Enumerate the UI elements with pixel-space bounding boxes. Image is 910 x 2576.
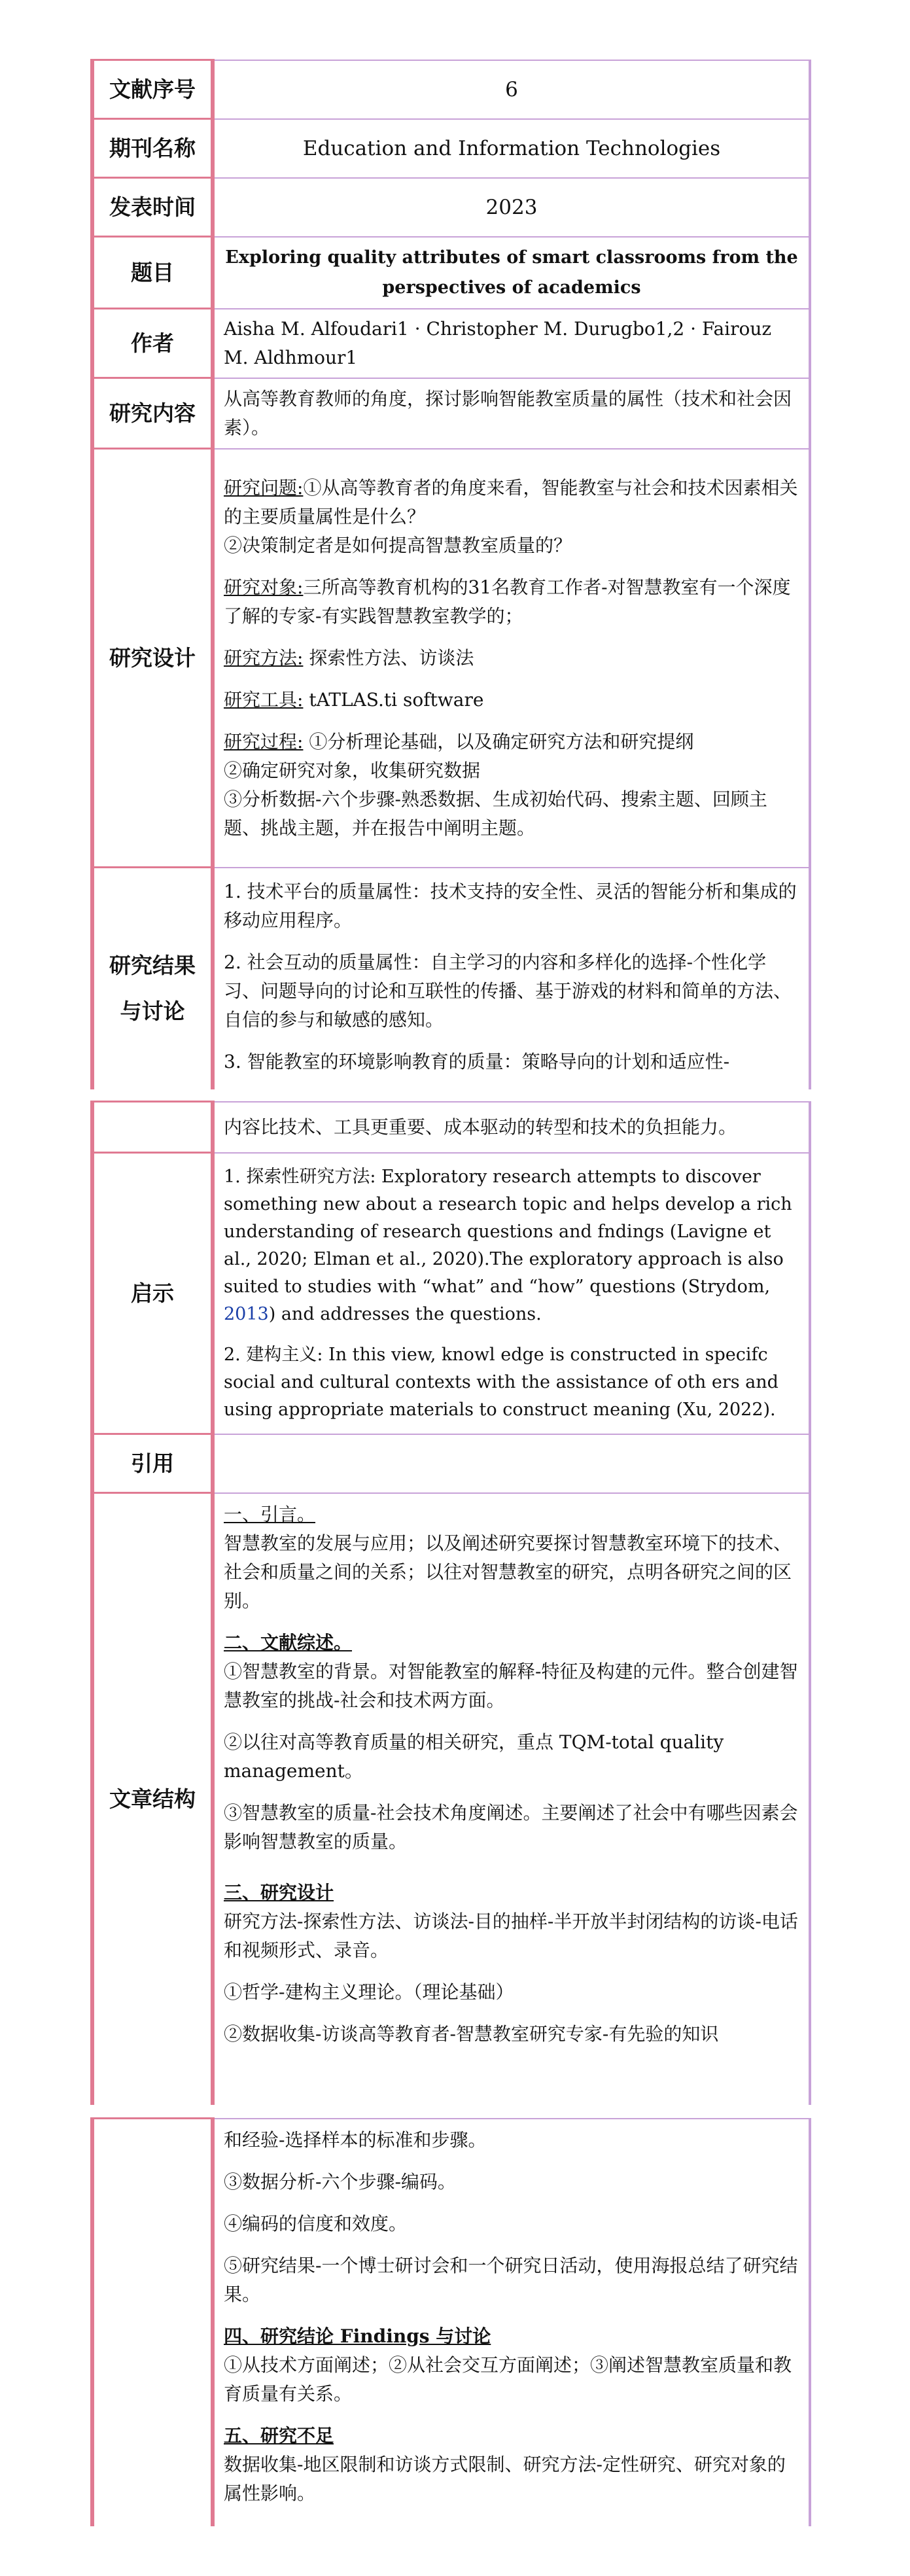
section-3-para-3: ②数据收集-访谈高等教育者-智慧教室研究专家-有先验的知识 xyxy=(224,2022,719,2045)
results-cont-value: 内容比技术、工具更重要、成本驱动的转型和技术的负担能力。 xyxy=(213,1102,810,1153)
doc-no-value: 6 xyxy=(213,60,810,119)
table-segment-1 xyxy=(90,59,811,1089)
result-item: 3. 智能教室的环境影响教育的质量：策略导向的计划和适应性- xyxy=(224,1050,730,1072)
table-segment-3 xyxy=(90,2117,811,2526)
journal-value: Education and Information Technologies xyxy=(213,119,810,178)
section-5-text: 数据收集-地区限制和访谈方式限制、研究方法-定性研究、研究对象的属性影响。 xyxy=(224,2453,786,2504)
insight-1-text-b: ) and addresses the questions. xyxy=(268,1303,542,1324)
section-2-para-2: ②以往对高等教育质量的相关研究，重点 TQM-total quality management。 xyxy=(224,1731,724,1782)
process-text: ①分析理论基础，以及确定研究方法和研究提纲 xyxy=(303,730,694,752)
year-value: 2023 xyxy=(213,178,810,237)
authors-value: Aisha M. Alfoudari1 · Christopher M. Durugbo1,2 · Fairouz M. Aldhmour1 xyxy=(213,309,810,378)
paper-title: Exploring quality attributes of smart classrooms from the perspectives of academics xyxy=(213,237,810,309)
tool-heading: 研究工具: xyxy=(224,688,304,711)
question-text: ①从高等教育者的角度来看，智能教室与社会和技术因素相关的主要质量属性是什么？ xyxy=(224,476,798,527)
object-text: 三所高等教育机构的31名教育工作者-对智慧教室有一个深度了解的专家-有实践智慧教室教学的； xyxy=(224,576,791,627)
row-year xyxy=(92,178,810,237)
insight-item-2: 2. 建构主义: In this view, knowl edge is constructed in specifc social and cultural contexts with the assistance of oth ers and using appropriate materials to construct meaning (Xu, 2022). xyxy=(224,1344,779,1420)
section-2-heading: 二、文献综述。 xyxy=(224,1631,353,1653)
row-content xyxy=(92,378,810,449)
year-label: 发表时间 xyxy=(92,178,213,237)
literature-table-part-1 xyxy=(90,59,811,1089)
section-3-para-6: ⑤研究结果-一个博士研讨会和一个研究日活动，使用海报总结了研究结果。 xyxy=(224,2254,798,2305)
structure-cont-value xyxy=(213,2119,810,2527)
method-text: 探索性方法、访谈法 xyxy=(303,646,474,669)
section-1-text: 智慧教室的发展与应用；以及阐述研究要探讨智慧教室环境下的技术、社会和质量之间的关系；以往对智慧教室的研究，点明各研究之间的区别。 xyxy=(224,1532,792,1612)
design-process xyxy=(224,728,799,756)
design-label: 研究设计 xyxy=(92,449,213,868)
content-value: 从高等教育教师的角度，探讨影响智能教室质量的属性（技术和社会因素）。 xyxy=(213,378,810,449)
literature-table-part-2 xyxy=(90,1101,811,2105)
tool-text: tATLAS.ti software xyxy=(303,688,484,711)
section-3-para-3-cont: 和经验-选择样本的标准和步骤。 xyxy=(224,2128,487,2151)
design-question-2: ②决策制定者是如何提高智慧教室质量的？ xyxy=(224,534,572,556)
structure-value xyxy=(213,1493,810,2106)
section-3-para-2: ①哲学-建构主义理论。（理论基础） xyxy=(224,1981,514,2003)
results-cont-label xyxy=(92,1102,213,1153)
row-doc-no xyxy=(92,60,810,119)
row-cite xyxy=(92,1434,810,1493)
table-segment-2 xyxy=(90,1101,811,2105)
row-authors xyxy=(92,309,810,378)
row-results xyxy=(92,868,810,1090)
insight-label: 启示 xyxy=(92,1153,213,1434)
result-item: 2. 社会互动的质量属性：自主学习的内容和多样化的选择-个性化学习、问题导向的讨论和互联性的传播、基于游戏的材料和简单的方法、自信的参与和敏感的感知。 xyxy=(224,951,792,1031)
citation-link[interactable]: 2013 xyxy=(224,1303,269,1324)
design-object xyxy=(224,573,799,631)
literature-table-part-3 xyxy=(90,2117,811,2526)
result-item: 1. 技术平台的质量属性：技术支持的安全性、灵活的智能分析和集成的移动应用程序。 xyxy=(224,880,797,931)
design-value xyxy=(213,449,810,868)
title-label: 题目 xyxy=(92,237,213,309)
section-3-heading: 三、研究设计 xyxy=(224,1881,334,1903)
object-heading: 研究对象: xyxy=(224,576,304,598)
method-heading: 研究方法: xyxy=(224,646,304,669)
row-structure-continued xyxy=(92,2119,810,2527)
section-4-heading: 四、研究结论 Findings 与讨论 xyxy=(224,2325,491,2347)
section-5-heading: 五、研究不足 xyxy=(224,2424,334,2446)
design-question xyxy=(224,474,799,531)
section-1-heading: 一、引言。 xyxy=(224,1503,316,1525)
results-label-line-1: 研究结果 xyxy=(109,952,196,978)
section-2-para-1: ①智慧教室的背景。对智能教室的解释-特征及构建的元件。整合创建智慧教室的挑战-社会和技术两方面。 xyxy=(224,1660,798,1711)
insight-item-1 xyxy=(224,1163,799,1328)
section-3-para-4: ③数据分析-六个步骤-编码。 xyxy=(224,2170,456,2193)
row-results-continued xyxy=(92,1102,810,1153)
row-structure xyxy=(92,1493,810,2106)
row-journal xyxy=(92,119,810,178)
content-label: 研究内容 xyxy=(92,378,213,449)
results-label xyxy=(92,868,213,1090)
journal-label: 期刊名称 xyxy=(92,119,213,178)
section-2-para-3: ③智慧教室的质量-社会技术角度阐述。主要阐述了社会中有哪些因素会影响智慧教室的质量。 xyxy=(224,1801,798,1852)
section-3-para-5: ④编码的信度和效度。 xyxy=(224,2212,408,2234)
cite-label: 引用 xyxy=(92,1434,213,1493)
question-heading: 研究问题: xyxy=(224,476,304,499)
row-insight xyxy=(92,1153,810,1434)
insight-value xyxy=(213,1153,810,1434)
results-label-line-2: 与讨论 xyxy=(120,998,185,1024)
design-method xyxy=(224,644,799,673)
row-design xyxy=(92,449,810,868)
process-heading: 研究过程: xyxy=(224,730,304,752)
row-title xyxy=(92,237,810,309)
structure-cont-label xyxy=(92,2119,213,2527)
section-4-text: ①从技术方面阐述；②从社会交互方面阐述；③阐述智慧教室质量和教育质量有关系。 xyxy=(224,2354,792,2405)
design-tool xyxy=(224,686,799,715)
author-label: 作者 xyxy=(92,309,213,378)
design-process-2: ②确定研究对象，收集研究数据 xyxy=(224,759,481,781)
section-3-para-1: 研究方法-探索性方法、访谈法-目的抽样-半开放半封闭结构的访谈-电话和视频形式、录音。 xyxy=(224,1910,798,1961)
doc-no-label: 文献序号 xyxy=(92,60,213,119)
design-process-3: ③分析数据-六个步骤-熟悉数据、生成初始代码、搜索主题、回顾主题、挑战主题，并在报告中阐明主题。 xyxy=(224,788,767,839)
results-value xyxy=(213,868,810,1090)
insight-1-text-a: 1. 探索性研究方法: Exploratory research attempts to discover something new about a research topic and helps develop a rich understanding of research questions and fndings (Lavigne et al., 2020; Elman et al., 2020).The exploratory approach is also suited to studies with “what” and “how” questions (Strydom, xyxy=(224,1166,792,1297)
structure-label: 文章结构 xyxy=(92,1493,213,2106)
cite-value xyxy=(213,1434,810,1493)
